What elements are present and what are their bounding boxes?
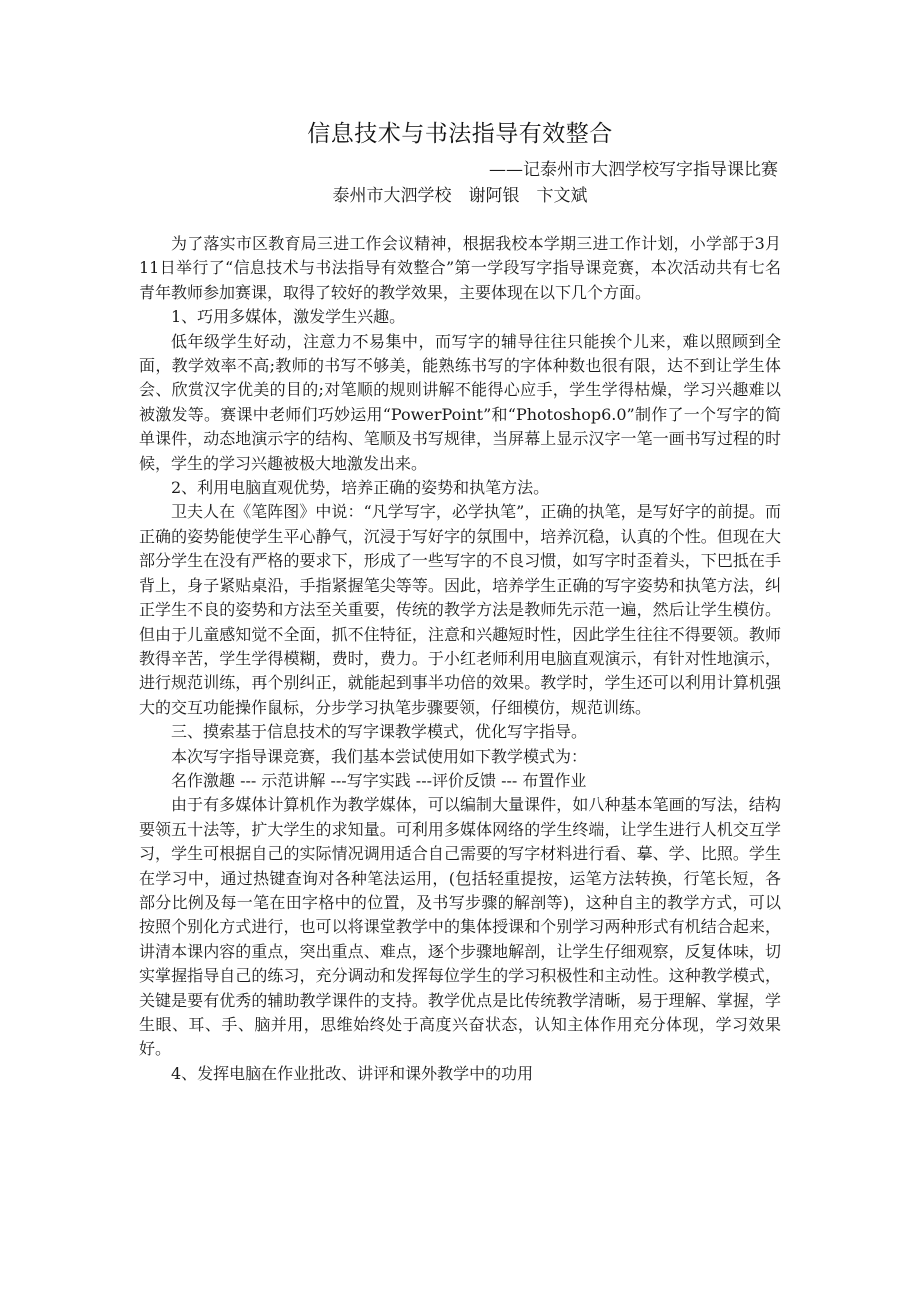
section-heading: 三、摸索基于信息技术的写字课教学模式，优化写字指导。 [171,722,588,742]
section-heading: 4、发挥电脑在作业批改、讲评和课外教学中的功用 [171,1063,534,1083]
body-paragraph: 本次写字指导课竞赛，我们基本尝试使用如下教学模式为： [171,746,588,766]
body-paragraph: 由于有多媒体计算机作为教学媒体，可以编制大量课件，如八种基本笔画的写法，结构要领五十法等，扩大学生的求知量。可利用多媒体网络的学生终端，让学生进行人机交互学习，学生可根据自己的实际情况调用适合自己需要的写字材料进行看、摹、学、比照。学生在学习中，通过热键查询对各种笔法运用，(包括轻重提按，运笔方法转换，行笔长短，各部分比例及每一笔在田字格中的位置，及书写步骤的解剖等)，这种自主的教学方式，可以按照个别化方式进行，也可以将课堂教学中的集体授课和个别学习两种形式有机结合起来，讲清本课内容的重点，突出重点、难点，逐个步骤地解剖，让学生仔细观察，反复体味，切实掌握指导自己的练习，充分调动和发挥每位学生的学习积极性和主动性。这种教学模式，关键是要有优秀的辅助教学课件的支持。教学优点是比传统教学清晰，易于理解、掌握，学生眼、耳、手、脑并用，思维始终处于高度兴奋状态，认知主体作用充分体现，学习效果好。 [139,795,781,1059]
document-subtitle: ——记泰州市大泗学校写字指导课比赛 [489,160,778,180]
document-body [139,232,781,1086]
section-heading: 1、巧用多媒体，激发学生兴趣。 [171,307,406,327]
section-heading: 2、利用电脑直观优势，培养正确的姿势和执笔方法。 [171,478,550,498]
document-title: 信息技术与书法指导有效整合 [307,121,613,147]
teaching-model-line: 名作激趣 --- 示范讲解 ---写字实践 ---评价反馈 --- 布置作业 [171,770,587,790]
body-paragraph: 为了落实市区教育局三进工作会议精神，根据我校本学期三进工作计划，小学部于3月11日举行了“信息技术与书法指导有效整合”第一学段写字指导课竞赛，本次活动共有七名青年教师参加赛课，取得了较好的教学效果，主要体现在以下几个方面。 [139,234,781,302]
document-authors: 泰州市大泗学校 谢阿银 卞文斌 [332,186,588,206]
body-paragraph: 卫夫人在《笔阵图》中说：“凡学写字，必学执笔”，正确的执笔，是写好字的前提。而正确的姿势能使学生平心静气，沉浸于写好字的氛围中，培养沉稳，认真的个性。但现在大部分学生在没有严格的要求下，形成了一些写字的不良习惯，如写字时歪着头，下巴抵在手背上，身子紧贴桌沿，手指紧握笔尖等等。因此，培养学生正确的写字姿势和执笔方法，纠正学生不良的姿势和方法至关重要，传统的教学方法是教师先示范一遍，然后让学生模仿。但由于儿童感知觉不全面，抓不住特征，注意和兴趣短时性，因此学生往往不得要领。教师教得辛苦，学生学得模糊，费时，费力。于小红老师利用电脑直观演示，有针对性地演示，进行规范训练，再个别纠正，就能起到事半功倍的效果。教学时，学生还可以利用计算机强大的交互功能操作鼠标，分步学习执笔步骤要领，仔细模仿，规范训练。 [139,502,781,717]
body-paragraph: 低年级学生好动，注意力不易集中，而写字的辅导往往只能挨个儿来，难以照顾到全面，教学效率不高;教师的书写不够美，能熟练书写的字体种数也很有限，达不到让学生体会、欣赏汉字优美的目的;对笔顺的规则讲解不能得心应手，学生学得枯燥，学习兴趣难以被激发等。赛课中老师们巧妙运用“PowerPoint”和“Photoshop6.0”制作了一个写字的简单课件，动态地演示字的结构、笔顺及书写规律，当屏幕上显示汉字一笔一画书写过程的时候，学生的学习兴趣被极大地激发出来。 [139,331,781,473]
